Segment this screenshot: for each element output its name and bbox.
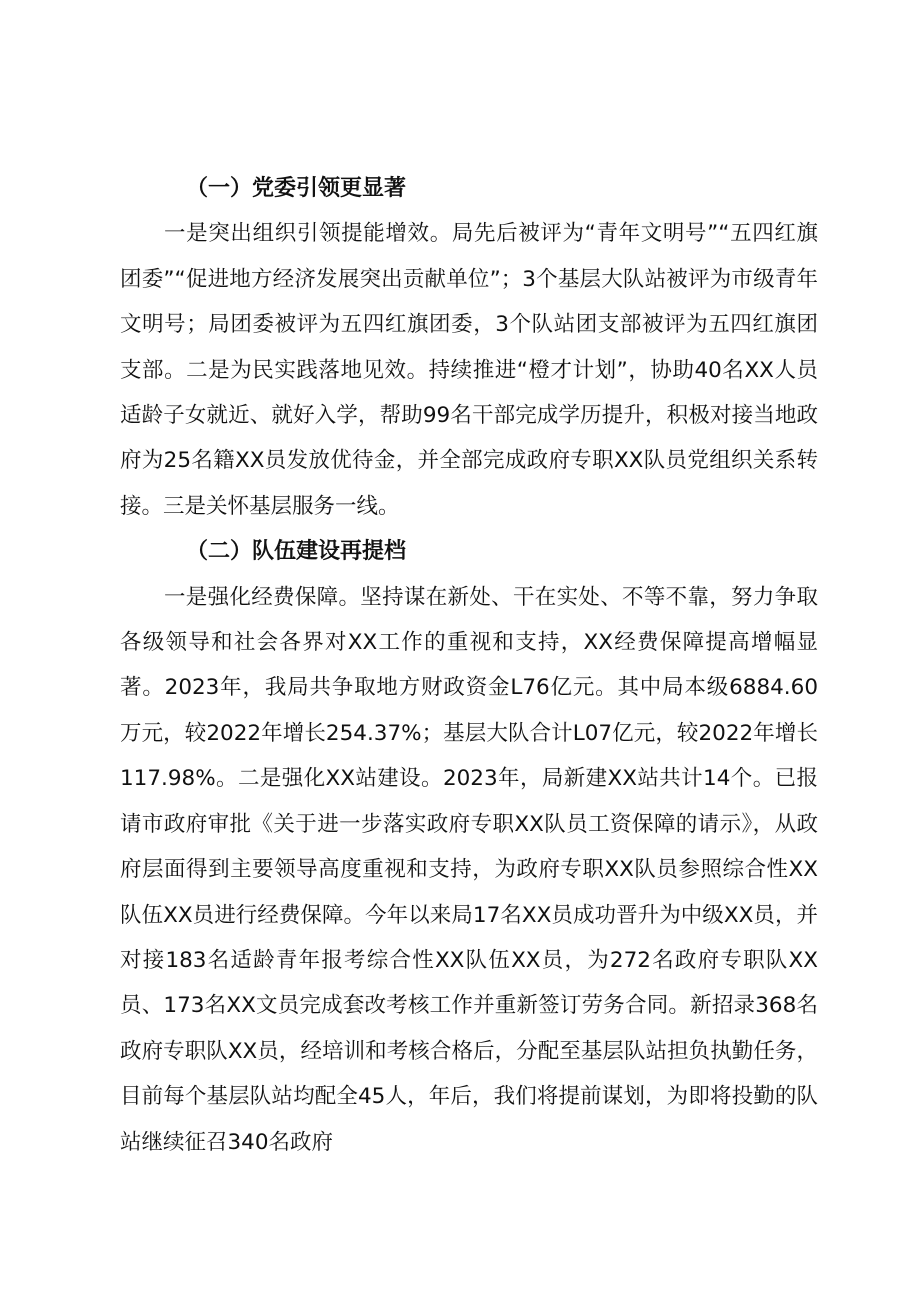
section-paragraph-party-leadership: 一是突出组织引领提能增效。局先后被评为“青年文明号”“五四红旗团委”“促进地方经济发展突出贡献单位”；3个基层大队站被评为市级青年文明号；局团委被评为五四红旗团委，3个队站团支部被评为五四红旗团支部。二是为民实践落地见效。持续推进“橙才计划”，协助40名XX人员适龄子女就近、就好入学，帮助99名干部完成学历提升，积极对接当地政府为25名籍XX员发放优待金，并全部完成政府专职XX队员党组织关系转接。三是关怀基层服务一线。	[120, 221, 818, 519]
section-paragraph-team-building: 一是强化经费保障。坚持谋在新处、干在实处、不等不靠，努力争取各级领导和社会各界对XX工作的重视和支持，XX经费保障提高增幅显著。2023年，我局共争取地方财政资金L76亿元。其中局本级6884.60万元，较2022年增长254.37%；基层大队合计L07亿元，较2022年增长117.98%。二是强化XX站建设。2023年，局新建XX站共计14个。已报请市政府审批《关于进一步落实政府专职XX队员工资保障的请示》，从政府层面得到主要领导高度重视和支持，为政府专职XX队员参照综合性XX队伍XX员进行经费保障。今年以来局17名XX员成功晋升为中级XX员，并对接183名适龄青年报考综合性XX队伍XX员，为272名政府专职队XX员、173名XX文员完成套改考核工作并重新签订劳务合同。新招录368名政府专职队XX员，经培训和考核合格后，分配至基层队站担负执勤任务，目前每个基层队站均配全45人，年后，我们将提前谋划，为即将投勤的队站继续征召340名政府	[120, 584, 818, 1155]
section-heading-team-building: （二）队伍建设再提档	[186, 539, 407, 565]
document-body	[120, 166, 818, 1165]
section-heading-party-leadership: （一）党委引领更显著	[186, 176, 407, 201]
